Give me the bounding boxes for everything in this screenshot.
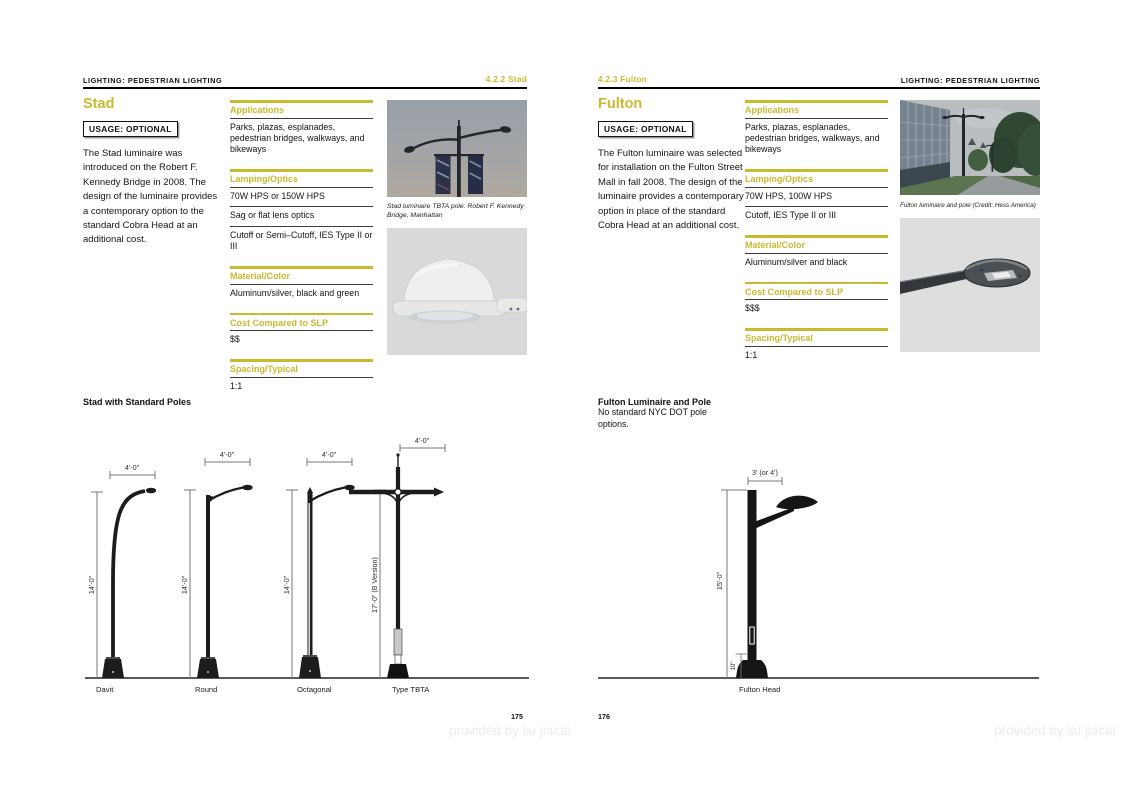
watermark-left: provided by liu jiacai	[449, 723, 571, 738]
fulton-pole-diagram-art	[598, 433, 1040, 700]
left-spec-cost	[230, 313, 373, 351]
tbta-arm-dim: 4'-0"	[414, 436, 430, 445]
left-running-header: LIGHTING: PEDESTRIAN LIGHTING	[83, 76, 223, 85]
fulton-base-dim: 10"	[730, 661, 737, 671]
fulton-height-dim: 15'-0"	[715, 571, 724, 591]
fulton-pole-photo	[900, 100, 1040, 195]
spec-value: $$$	[745, 299, 888, 319]
right-header-rule	[598, 87, 1040, 89]
fulton-photo-caption: Fulton luminaire and pole (Credit: Hess America)	[900, 202, 1036, 209]
fulton-head-label: Fulton Head	[739, 685, 781, 694]
spec-value: 70W HPS or 150W HPS	[230, 187, 373, 207]
right-running-header: LIGHTING: PEDESTRIAN LIGHTING	[900, 76, 1040, 85]
spec-header: Spacing/Typical	[745, 333, 813, 344]
spec-header: Material/Color	[745, 240, 806, 251]
spec-value: Aluminum/silver and black	[745, 253, 888, 273]
spec-value: $$	[230, 330, 373, 350]
left-header-rule	[83, 87, 527, 89]
stad-pole-photo	[387, 100, 527, 197]
tbta-height-dim: 17'-0" (B Version)	[370, 557, 379, 613]
right-spec-applications	[745, 100, 888, 160]
spec-value: Parks, plazas, esplanades, pedestrian bridges, walkways, and bikeways	[230, 118, 373, 160]
spec-header: Cost Compared to SLP	[230, 317, 329, 328]
spec-header: Cost Compared to SLP	[745, 286, 844, 297]
left-spec-material	[230, 266, 373, 304]
fulton-luminaire-photo	[900, 218, 1040, 352]
watermark-right: provided by liu jiacai	[994, 723, 1116, 738]
left-usage-label: USAGE: OPTIONAL	[83, 121, 178, 137]
davit-arm-dim: 4'-0"	[124, 463, 140, 472]
stad-diagram-title: Stad with Standard Poles	[83, 397, 192, 407]
left-intro-paragraph: The Stad luminaire was introduced on the Robert F. Kennedy Bridge in 2008. The design of the luminaire provides a contemporary option to the standard Cobra Head at an additional cost.	[83, 148, 218, 246]
spec-header: Applications	[230, 105, 285, 116]
fulton-pole-photo-art	[900, 100, 1040, 195]
spec-value: 70W HPS, 100W HPS	[745, 187, 888, 207]
right-usage-label: USAGE: OPTIONAL	[598, 121, 693, 137]
left-spec-column	[230, 100, 373, 406]
fulton-arm-dim: 3' (or 4')	[752, 468, 778, 477]
tbta-pole	[349, 436, 445, 694]
stad-pole-diagram	[83, 433, 530, 700]
spec-header: Applications	[745, 105, 800, 116]
left-spec-lamping	[230, 169, 373, 257]
spec-header: Spacing/Typical	[230, 364, 298, 375]
spec-value: 1:1	[230, 377, 373, 397]
tbta-label: Type TBTA	[392, 685, 430, 694]
davit-label: Davit	[96, 685, 114, 694]
right-spec-cost	[745, 282, 888, 320]
right-spec-lamping	[745, 169, 888, 226]
spec-value: 1:1	[745, 346, 888, 366]
left-page-number: 175	[511, 712, 523, 721]
left-usage-badge	[83, 119, 178, 137]
stad-pole-diagram-art	[83, 433, 530, 700]
spec-value: Parks, plazas, esplanades, pedestrian bridges, walkways, and bikeways	[745, 118, 888, 160]
round-height-dim: 14'-0"	[180, 575, 189, 595]
stad-pole-photo-art	[387, 100, 527, 197]
right-spec-material	[745, 235, 888, 273]
fulton-luminaire-photo-art	[900, 218, 1040, 352]
octagonal-arm-dim: 4'-0"	[321, 450, 337, 459]
round-label: Round	[195, 685, 218, 694]
fulton-diagram-note: No standard NYC DOT pole options.	[598, 407, 707, 429]
right-intro-paragraph: The Fulton luminaire was selected for installation on the Fulton Street Mall in fall 2008. The design of the luminaire provides a contemporary option in place of the standard Cobra Head at an additional cost.	[598, 148, 744, 232]
davit-pole	[87, 463, 156, 694]
right-page-title: Fulton	[598, 96, 643, 112]
stad-luminaire-photo	[387, 228, 527, 355]
spec-header: Material/Color	[230, 271, 291, 282]
round-pole	[180, 450, 253, 694]
right-spec-column	[745, 100, 888, 375]
fulton-pole-diagram	[598, 433, 1040, 700]
left-spec-spacing	[230, 359, 373, 397]
octagonal-height-dim: 14'-0"	[282, 575, 291, 595]
right-usage-badge	[598, 119, 693, 137]
spec-value: Sag or flat lens optics	[230, 206, 373, 226]
octagonal-label: Octagonal	[297, 685, 332, 694]
octagonal-pole	[282, 450, 355, 694]
left-section-number: 4.2.2 Stad	[485, 75, 527, 84]
spec-value: Cutoff, IES Type II or III	[745, 206, 888, 226]
right-section-number: 4.2.3 Fulton	[598, 75, 648, 84]
left-spec-applications	[230, 100, 373, 160]
right-page-number: 176	[598, 712, 610, 721]
left-page-title: Stad	[83, 96, 115, 112]
spec-header: Lamping/Optics	[230, 174, 299, 185]
round-arm-dim: 4'-0"	[219, 450, 235, 459]
stad-luminaire-photo-art	[387, 228, 527, 355]
fulton-head-pole	[715, 468, 818, 694]
right-spec-spacing	[745, 328, 888, 366]
fulton-diagram-title: Fulton Luminaire and Pole	[598, 397, 712, 407]
stad-photo-caption: Stad luminaire TBTA pole: Robert F. Kennedy Bridge, Manhattan	[387, 203, 524, 220]
spec-value: Aluminum/silver, black and green	[230, 284, 373, 304]
spec-value: Cutoff or Semi–Cutoff, IES Type II or III	[230, 226, 373, 257]
spec-header: Lamping/Optics	[745, 174, 814, 185]
davit-height-dim: 14'-0"	[87, 575, 96, 595]
